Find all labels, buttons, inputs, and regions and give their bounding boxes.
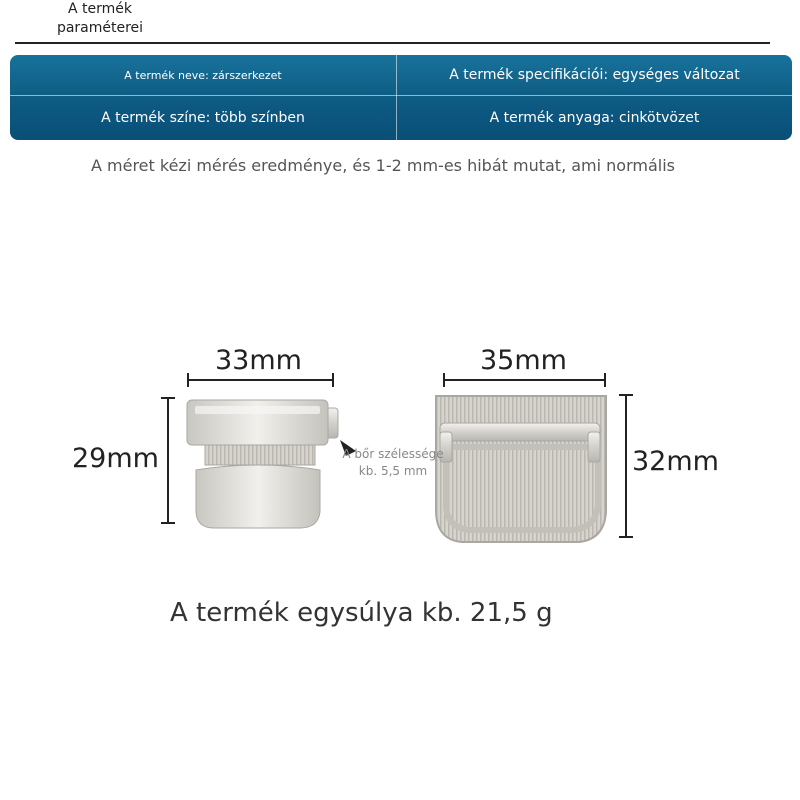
callout-line-1: A bőr szélessége — [342, 447, 444, 461]
left-height-dimension — [161, 398, 175, 523]
spec-color-cell: A termék színe: több színben — [101, 110, 305, 126]
weight-caption: A termék egysúlya kb. 21,5 g — [170, 598, 553, 628]
right-width-label: 35mm — [480, 345, 567, 376]
right-height-dimension — [619, 395, 633, 537]
callout-line-2: kb. 5,5 mm — [358, 464, 428, 478]
section-title: A termék paraméterei — [56, 1, 144, 36]
right-clasp-image — [436, 396, 606, 542]
left-clasp-image — [187, 400, 338, 528]
spec-specification-cell: A termék specifikációi: egységes változat — [449, 67, 740, 83]
leather-width-callout — [330, 446, 456, 480]
spec-material-cell: A termék anyaga: cinkötvözet — [489, 110, 700, 126]
spec-name-cell: A termék neve: zárszerkezet — [124, 68, 282, 82]
left-height-label: 29mm — [72, 443, 159, 474]
right-height-label: 32mm — [632, 446, 719, 477]
left-width-label: 33mm — [215, 345, 302, 376]
measurement-note: A méret kézi mérés eredménye, és 1-2 mm-es hibát mutat, ami normális — [90, 156, 676, 175]
